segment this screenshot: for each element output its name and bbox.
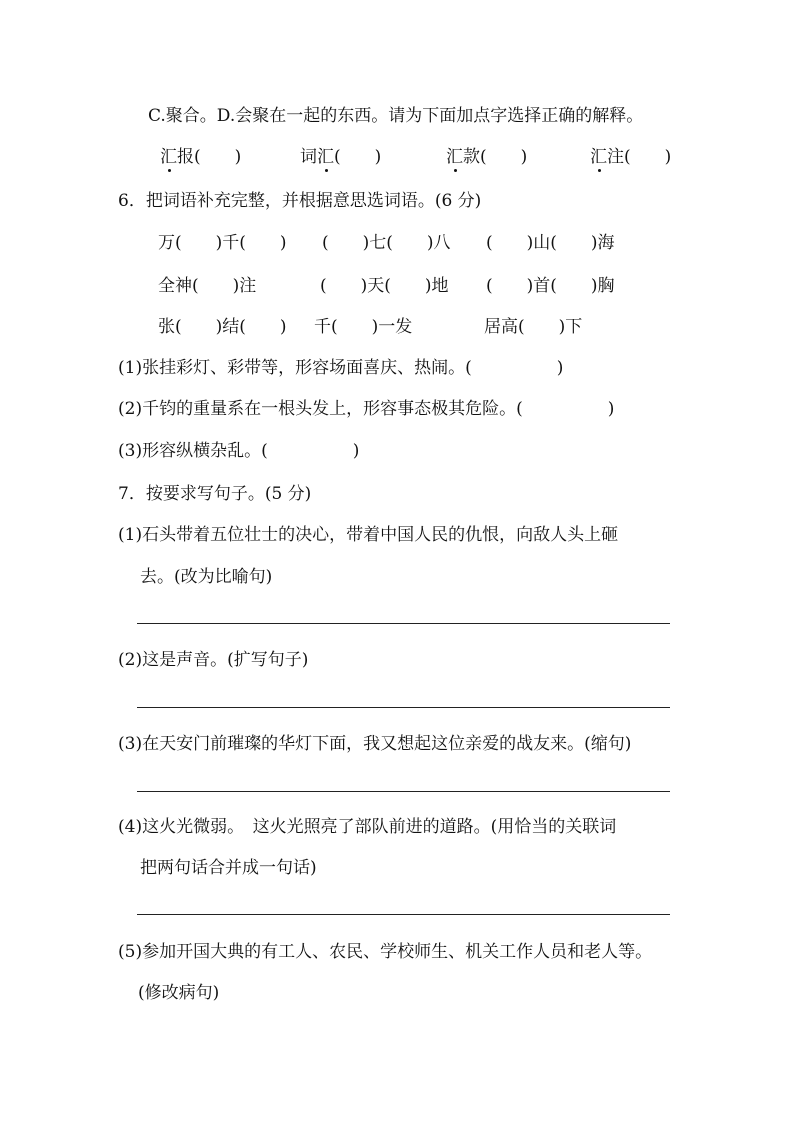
q5-item-1	[160, 147, 241, 167]
q7-s1-line1: (1)石头带着五位壮士的决心，带着中国人民的仇恨，向敌人头上砸	[118, 525, 619, 545]
q6-word-r3c1: 张( )结( )	[158, 317, 287, 337]
q6-word-r2c1: 全神( )注	[158, 276, 257, 296]
q7-s4-answer-line[interactable]	[137, 914, 670, 915]
q5-item-2-post: ( )	[334, 147, 382, 167]
q5-item-4-post: 注( )	[607, 147, 672, 167]
q7-s2: (2)这是声音。(扩写句子)	[118, 650, 309, 670]
q6-word-r1c2: ( )七( )八	[322, 233, 451, 253]
q7-s4-line2: 把两句话合并成一句话)	[140, 858, 317, 878]
q7-s1-line2: 去。(改为比喻句)	[140, 567, 273, 587]
q5-item-2	[300, 147, 381, 167]
q6-sub-3: (3)形容纵横杂乱。( )	[118, 441, 360, 461]
q5-item-1-dotted-char: 汇	[160, 147, 177, 167]
q7-s5-line2: (修改病句)	[138, 983, 220, 1003]
q6-title: 6．把词语补充完整，并根据意思选词语。(6 分)	[118, 191, 482, 211]
q6-word-r1c3: ( )山( )海	[486, 233, 615, 253]
q5-item-3-dotted-char: 汇	[446, 147, 463, 167]
q5-item-1-post: 报( )	[177, 147, 242, 167]
q6-word-r3c3: 居高( )下	[484, 317, 583, 337]
q6-word-r1c1: 万( )千( )	[158, 233, 287, 253]
q7-s5-line1: (5)参加开国大典的有工人、农民、学校师生、机关工作人员和老人等。	[118, 942, 653, 962]
q7-title: 7．按要求写句子。(5 分)	[118, 484, 312, 504]
q5-item-4-dotted-char: 汇	[590, 147, 607, 167]
q5-item-3	[446, 147, 527, 167]
q6-word-r3c2: 千( )一发	[314, 317, 413, 337]
q5-item-2-pre: 词	[300, 147, 317, 167]
q7-s1-answer-line[interactable]	[137, 623, 670, 624]
q7-s2-answer-line[interactable]	[137, 707, 670, 708]
q6-sub-2: (2)千钧的重量系在一根头发上，形容事态极其危险。( )	[118, 399, 615, 419]
q5-item-4	[590, 147, 671, 167]
q5-item-2-dotted-char: 汇	[317, 147, 334, 167]
q6-sub-1: (1)张挂彩灯、彩带等，形容场面喜庆、热闹。( )	[118, 358, 564, 378]
q5-intro: C.聚合。D.会聚在一起的东西。请为下面加点字选择正确的解释。	[148, 106, 644, 126]
q7-s4-line1: (4)这火光微弱。 这火光照亮了部队前进的道路。(用恰当的关联词	[118, 817, 617, 837]
q7-s3: (3)在天安门前璀璨的华灯下面，我又想起这位亲爱的战友来。(缩句)	[118, 734, 632, 754]
q6-word-r2c2: ( )天( )地	[320, 276, 449, 296]
q7-s3-answer-line[interactable]	[137, 791, 670, 792]
q5-item-3-post: 款( )	[463, 147, 528, 167]
q6-word-r2c3: ( )首( )胸	[486, 276, 615, 296]
